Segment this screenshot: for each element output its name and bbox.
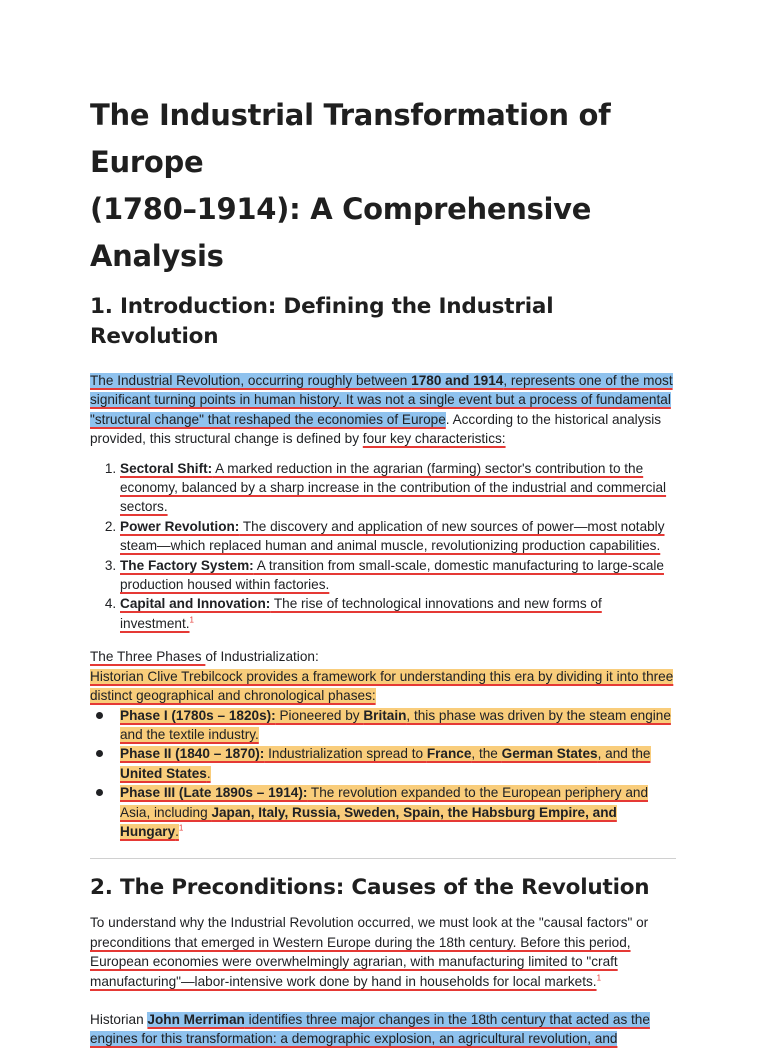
footnote-ref[interactable]: 1 <box>596 973 602 983</box>
footnote-ref[interactable]: 1 <box>178 823 184 833</box>
list-item: 3. The Factory System: A transition from small-scale, domestic manufacturing to large-scale production housed within factories. <box>120 556 676 595</box>
title-line-2: (1780–1914): A Comprehensive Analysis <box>90 192 592 273</box>
list-item: 1. Sectoral Shift: A marked reduction in the agrarian (farming) sector's contribution to the economy, balanced by a sharp increase in the contribution of the industrial and commercial sectors. <box>120 459 676 517</box>
section-heading-preconditions: 2. The Preconditions: Causes of the Revolution <box>90 875 650 901</box>
footnote-ref[interactable]: 1 <box>189 615 194 625</box>
list-item: Phase III (Late 1890s – 1914): The revolution expanded to the European periphery and Asia, including Japan, Italy, Russia, Sweden, Spain, the Habsburg Empire, and Hungary.$^1$ <box>120 783 676 841</box>
list-item: Phase I (1780s – 1820s): Pioneered by Britain, this phase was driven by the steam engine and the textile industry. <box>120 706 676 745</box>
title-line-1: The Industrial Transformation of Europe <box>90 98 611 179</box>
list-item: Phase II (1840 – 1870): Industrialization spread to France, the German States, and the United States. <box>120 744 676 783</box>
intro-paragraph: The Industrial Revolution, occurring roughly between 1780 and 1914, represents one of the most significant turning points in human history. It was not a single event but a process of fundamental "structural change" that reshaped the economies of Europe. According to the historical analysis provided, this structural change is defined by four key characteristics: <box>90 373 673 447</box>
list-item: 2. Power Revolution: The discovery and application of new sources of power—most notably steam—which replaced human and animal muscle, revolutionizing production capabilities. <box>120 517 676 556</box>
preconditions-paragraph: To understand why the Industrial Revolution occurred, we must look at the "causal factors" or preconditions that emerged in Western Europe during the 18th century. Before this period, European economies were overwhelmingly agrarian, with manufacturing limited to "craft manufacturing"—labor-intensive work done by hand in households for local markets.$^1$ <box>90 915 649 989</box>
bullet-icon <box>96 789 103 796</box>
bullet-icon <box>96 712 103 719</box>
phases-list <box>90 706 676 842</box>
bullet-icon <box>96 750 103 757</box>
characteristics-list <box>90 459 676 634</box>
list-item: 4. Capital and Innovation: The rise of technological innovations and new forms of investment.$^1$ <box>120 594 676 633</box>
phases-intro: Historian Clive Trebilcock provides a framework for understanding this era by dividing it into three distinct geographical and chronological phases: <box>90 668 674 704</box>
document-title <box>90 0 676 280</box>
merriman-paragraph: Historian John Merriman identifies three major changes in the 18th century that acted as the engines for this transformation: a demographic explosion, an agricultural revolution, and <box>90 1011 650 1047</box>
section-heading-introduction: 1. Introduction: Defining the Industrial Revolution <box>90 294 554 349</box>
section-divider <box>90 858 676 859</box>
phases-title: The Three Phases of Industrialization: <box>90 649 319 665</box>
